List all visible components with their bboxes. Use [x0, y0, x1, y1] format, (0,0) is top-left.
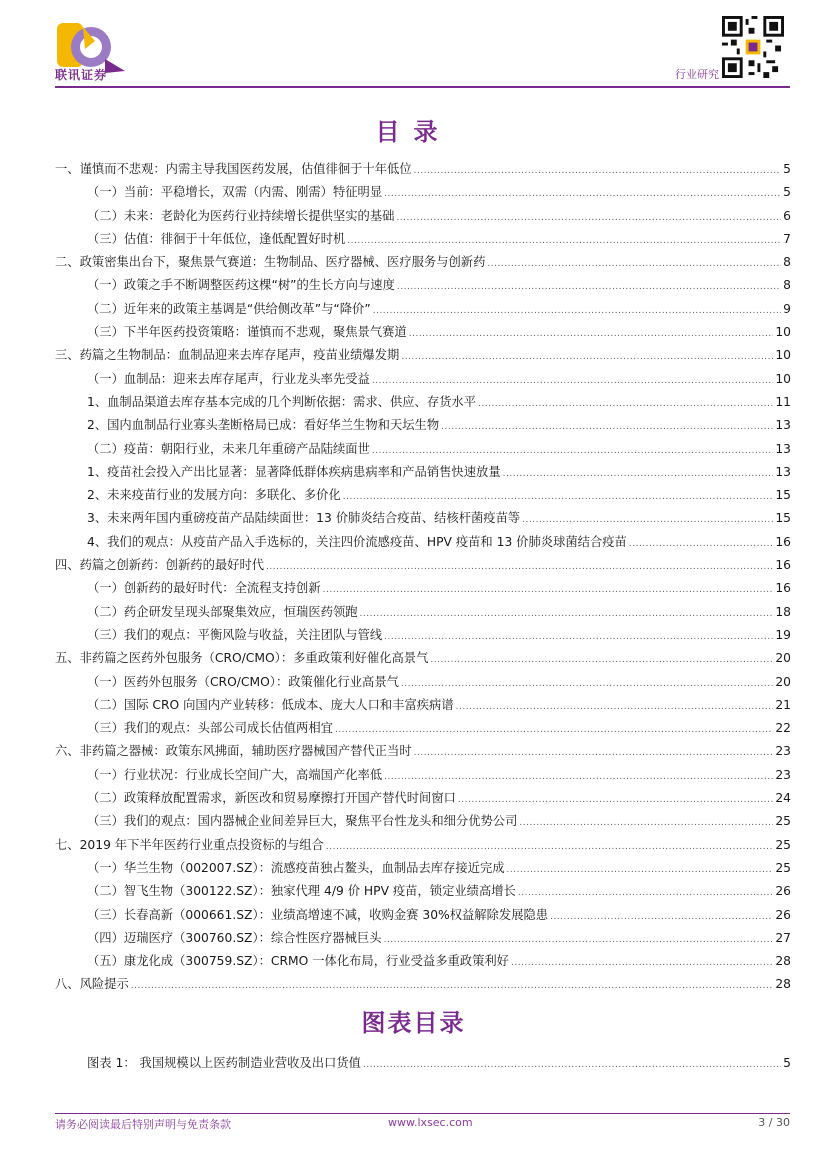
page-footer	[55, 1116, 790, 1132]
dot-leader	[343, 486, 774, 509]
toc-entry-page: 15	[775, 488, 791, 503]
dot-leader	[503, 463, 774, 486]
toc-entry-page: 8	[783, 278, 791, 293]
chart-index-entry-text: 图表 1： 我国规模以上医药制造业营收及出口货值	[87, 1056, 361, 1070]
page-header	[0, 0, 827, 92]
toc-entry[interactable]	[55, 857, 791, 880]
toc-entry-page: 11	[775, 394, 791, 409]
toc-entry[interactable]	[55, 834, 791, 857]
logo-text: 联讯证券	[55, 68, 108, 82]
dot-leader	[347, 230, 781, 253]
toc-entry-text: （三）估值：徘徊于十年低位，逢低配置好时机	[87, 231, 346, 246]
toc-entry[interactable]	[55, 624, 791, 647]
toc-entry[interactable]	[55, 927, 791, 950]
toc-entry-text: 六、非药篇之器械：政策东风拂面，辅助医疗器械国产替代正当时	[55, 744, 412, 759]
dot-leader	[550, 906, 773, 929]
toc-entry-text: （二）近年来的政策主基调是“供给侧改革”与“降价”	[87, 301, 371, 316]
dot-leader	[414, 742, 774, 765]
toc-entry-page: 10	[775, 348, 791, 363]
toc-entry[interactable]	[55, 810, 791, 833]
toc-entry[interactable]	[55, 717, 791, 740]
dot-leader	[396, 207, 781, 230]
toc-entry-page: 22	[775, 721, 791, 736]
dot-leader	[131, 975, 774, 998]
dot-leader	[372, 440, 774, 463]
chart-index-entry[interactable]	[87, 1052, 791, 1075]
dot-leader	[519, 812, 773, 835]
toc-entry-page: 25	[775, 837, 791, 852]
toc-entry-text: 1、疫苗社会投入产出比显著：显著降低群体疾病患病率和产品销售快速放量	[87, 464, 501, 479]
toc-entry-text: （二）疫苗：朝阳行业，未来几年重磅产品陆续面世	[87, 441, 370, 456]
dot-leader	[458, 789, 773, 812]
toc-entry[interactable]	[55, 880, 791, 903]
toc-entry-text: （三）长春高新（000661.SZ）：业绩高增速不减，收购金赛 30%权益解除发展隐患	[87, 907, 549, 922]
toc-entry[interactable]	[55, 787, 791, 810]
toc-entry-text: （三）下半年医药投资策略：谨慎而不悲观，聚焦景气赛道	[87, 325, 407, 340]
toc-entry-page: 26	[775, 907, 791, 922]
toc-entry[interactable]	[55, 228, 791, 251]
dot-leader	[384, 626, 773, 649]
toc-entry[interactable]	[55, 973, 791, 996]
toc-entry-page: 27	[775, 930, 791, 945]
toc-entry-text: 三、药篇之生物制品：血制品迎来去库存尾声，疫苗业绩爆发期	[55, 348, 400, 363]
dot-leader	[363, 1054, 781, 1077]
toc-entry[interactable]	[55, 344, 791, 367]
toc-entry-text: 2、未来疫苗行业的发展方向：多联化、多价化	[87, 488, 341, 503]
dot-leader	[397, 276, 781, 299]
toc-entry-page: 6	[783, 208, 791, 223]
toc-entry-page: 10	[775, 325, 791, 340]
toc-entry-page: 28	[775, 977, 791, 992]
toc-list	[55, 158, 791, 997]
toc-entry-text: （一）血制品：迎来去库存尾声，行业龙头率先受益	[87, 371, 370, 386]
toc-entry-text: 4、我们的观点：从疫苗产品入手选标的，关注四价流感疫苗、HPV 疫苗和 13 价肺炎球菌结合疫苗	[87, 534, 627, 549]
toc-entry-text: 八、风险提示	[55, 977, 129, 992]
toc-entry[interactable]	[55, 368, 791, 391]
dot-leader	[487, 253, 781, 276]
page-number: 3 / 30	[758, 1116, 790, 1129]
toc-entry[interactable]	[55, 274, 791, 297]
toc-entry-page: 19	[775, 627, 791, 642]
dot-leader	[384, 766, 773, 789]
toc-entry[interactable]	[55, 205, 791, 228]
report-type-label: 行业研究	[675, 68, 719, 81]
dot-leader	[629, 533, 773, 556]
toc-entry[interactable]	[55, 414, 791, 437]
toc-entry[interactable]	[55, 484, 791, 507]
dot-leader	[522, 509, 773, 532]
footer-divider	[55, 1113, 790, 1114]
toc-entry-page: 20	[775, 651, 791, 666]
toc-entry-text: 五、非药篇之医药外包服务（CRO/CMO）：多重政策利好催化高景气	[55, 651, 429, 666]
toc-entry[interactable]	[55, 740, 791, 763]
toc-entry-page: 13	[775, 441, 791, 456]
chart-index-list	[87, 1052, 791, 1075]
toc-entry-page: 25	[775, 860, 791, 875]
dot-leader	[401, 673, 773, 696]
dot-leader	[335, 719, 773, 742]
chart-index-title: 图表目录	[361, 1009, 466, 1037]
dot-leader	[384, 183, 781, 206]
toc-entry[interactable]	[55, 554, 791, 577]
dot-leader	[326, 836, 773, 859]
toc-entry[interactable]	[55, 251, 791, 274]
toc-entry[interactable]	[55, 950, 791, 973]
toc-entry-text: 二、政策密集出台下，聚焦景气赛道：生物制品、医疗器械、医疗服务与创新药	[55, 255, 486, 270]
toc-entry-text: （二）国际 CRO 向国内产业转移：低成本、庞大人口和丰富疾病谱	[87, 697, 454, 712]
toc-entry-page: 5	[783, 185, 791, 200]
toc-entry-page: 7	[783, 231, 791, 246]
dot-leader	[518, 882, 773, 905]
toc-entry[interactable]	[55, 298, 791, 321]
toc-entry-page: 26	[775, 884, 791, 899]
dot-leader	[373, 300, 781, 323]
toc-entry[interactable]	[55, 601, 791, 624]
toc-entry[interactable]	[55, 181, 791, 204]
toc-entry-page: 20	[775, 674, 791, 689]
toc-entry-page: 21	[775, 697, 791, 712]
toc-entry-text: （二）智飞生物（300122.SZ）：独家代理 4/9 价 HPV 疫苗，锁定业绩高增长	[87, 884, 516, 899]
dot-leader	[511, 952, 773, 975]
toc-entry[interactable]	[55, 158, 791, 181]
dot-leader	[323, 579, 774, 602]
toc-entry[interactable]	[55, 321, 791, 344]
toc-entry-page: 23	[775, 744, 791, 759]
dot-leader	[401, 346, 773, 369]
toc-entry-page: 18	[775, 604, 791, 619]
toc-entry-text: 一、谨慎而不悲观：内需主导我国医药发展，估值徘徊于十年低位	[55, 162, 412, 176]
toc-entry-page: 10	[775, 371, 791, 386]
toc-entry-page: 24	[775, 791, 791, 806]
toc-entry-text: （一）行业状况：行业成长空间广大，高端国产化率低	[87, 767, 383, 782]
toc-entry[interactable]	[55, 438, 791, 461]
toc-entry-text: 四、药篇之创新药：创新药的最好时代	[55, 558, 265, 573]
dot-leader	[430, 649, 773, 672]
toc-entry-text: （一）当前：平稳增长，双需（内需、刚需）特征明显	[87, 185, 383, 200]
toc-entry-page: 13	[775, 464, 791, 479]
toc-entry[interactable]	[55, 694, 791, 717]
dot-leader	[360, 603, 774, 626]
toc-entry-text: 七、2019 年下半年医药行业重点投资标的与组合	[55, 837, 324, 852]
qr-code-icon	[722, 16, 784, 78]
toc-entry-text: （一）创新药的最好时代：全流程支持创新	[87, 581, 321, 596]
toc-entry-page: 15	[775, 511, 791, 526]
toc-entry-page: 5	[783, 162, 791, 176]
dot-leader	[372, 370, 774, 393]
toc-title: 目录	[375, 118, 452, 146]
dot-leader	[507, 859, 774, 882]
toc-entry[interactable]	[55, 461, 791, 484]
dot-leader	[456, 696, 774, 719]
toc-entry[interactable]	[55, 577, 791, 600]
toc-entry-text: 1、血制品渠道去库存基本完成的几个判断依据：需求、供应、存货水平	[87, 394, 477, 409]
toc-entry[interactable]	[55, 904, 791, 927]
toc-entry-page: 28	[775, 954, 791, 969]
chart-index-entry-page: 5	[783, 1056, 791, 1070]
toc-entry-text: （一）政策之手不断调整医药这棵“树”的生长方向与速度	[87, 278, 395, 293]
toc-entry-page: 8	[783, 255, 791, 270]
website-link[interactable]: www.lxsec.com	[388, 1116, 473, 1129]
toc-entry-page: 25	[775, 814, 791, 829]
toc-entry-page: 13	[775, 418, 791, 433]
toc-entry-page: 9	[783, 301, 791, 316]
toc-entry-text: （三）我们的观点：头部公司成长估值两相宜	[87, 721, 333, 736]
toc-entry-text: （三）我们的观点：国内器械企业间差异巨大，聚焦平台性龙头和细分优势公司	[87, 814, 518, 829]
toc-entry[interactable]	[55, 507, 791, 530]
dot-leader	[414, 160, 782, 183]
toc-entry-text: （一）华兰生物（002007.SZ）：流感疫苗独占鳌头，血制品去库存接近完成	[87, 860, 505, 875]
dot-leader	[409, 323, 774, 346]
toc-entry-page: 16	[775, 558, 791, 573]
dot-leader	[441, 416, 773, 439]
header-divider	[55, 86, 790, 88]
dot-leader	[266, 556, 773, 579]
toc-entry[interactable]	[55, 671, 791, 694]
toc-entry-text: （二）未来：老龄化为医药行业持续增长提供坚实的基础	[87, 208, 395, 223]
disclaimer-link[interactable]: 请务必阅读最后特别声明与免责条款	[55, 1118, 231, 1131]
toc-entry-text: （三）我们的观点：平衡风险与收益，关注团队与管线	[87, 627, 383, 642]
toc-entry[interactable]	[55, 531, 791, 554]
toc-entry-text: （二）政策释放配置需求，新医改和贸易摩擦打开国产替代时间窗口	[87, 791, 456, 806]
toc-entry[interactable]	[55, 764, 791, 787]
toc-entry[interactable]	[55, 391, 791, 414]
toc-entry[interactable]	[55, 647, 791, 670]
toc-entry-text: （四）迈瑞医疗（300760.SZ）：综合性医疗器械巨头	[87, 930, 382, 945]
toc-entry-page: 16	[775, 534, 791, 549]
toc-entry-text: （一）医药外包服务（CRO/CMO）：政策催化行业高景气	[87, 674, 399, 689]
toc-entry-text: （五）康龙化成（300759.SZ）：CRMO 一体化布局，行业受益多重政策利好	[87, 954, 509, 969]
toc-entry-page: 23	[775, 767, 791, 782]
dot-leader	[478, 393, 773, 416]
toc-entry-text: 3、未来两年国内重磅疫苗产品陆续面世：13 价肺炎结合疫苗、结核杆菌疫苗等	[87, 511, 521, 526]
toc-entry-page: 16	[775, 581, 791, 596]
toc-entry-text: （二）药企研发呈现头部聚集效应，恒瑞医药领跑	[87, 604, 358, 619]
toc-entry-text: 2、国内血制品行业寡头垄断格局已成：看好华兰生物和天坛生物	[87, 418, 440, 433]
dot-leader	[384, 929, 774, 952]
